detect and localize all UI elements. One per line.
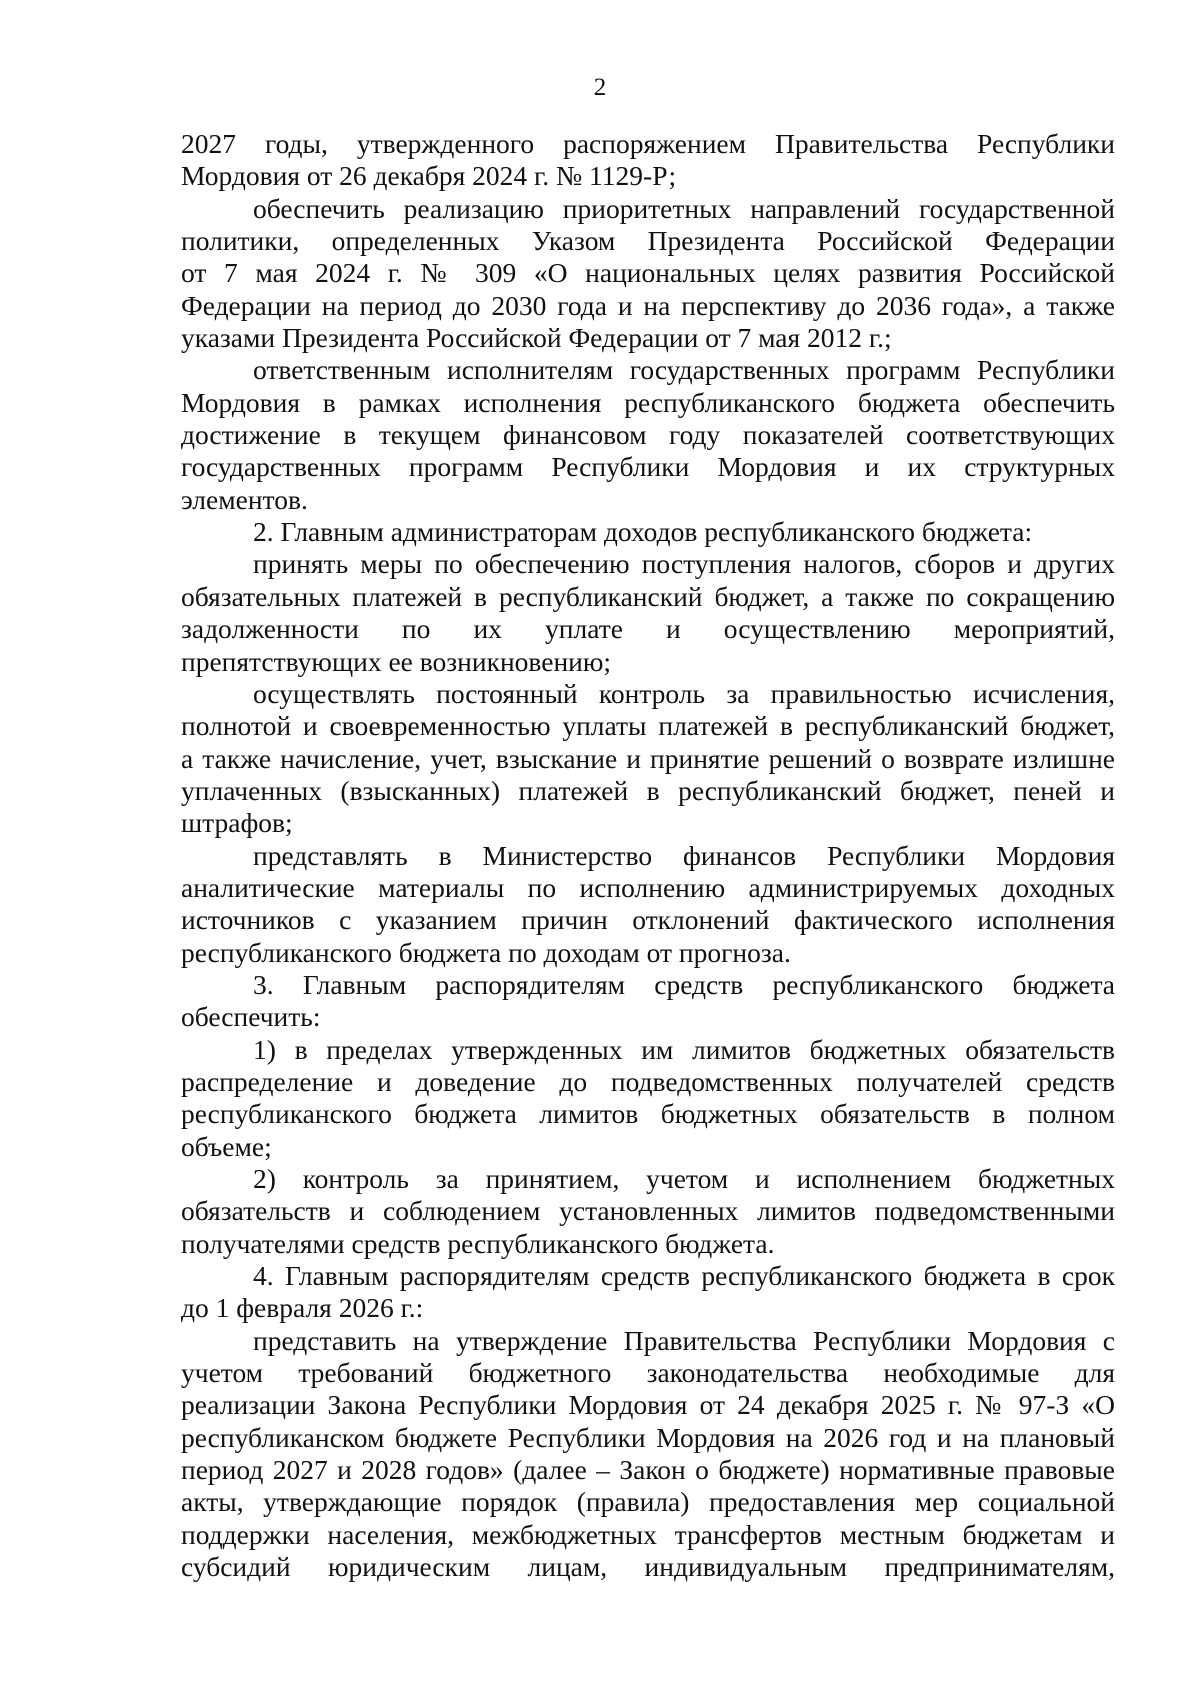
text-line: препятствующих ее возникновению; [181,645,612,677]
text-line: 2) контроль за принятием, учетом и исполнением бюджетных [253,1163,1115,1194]
text-line: период 2027 и 2028 годов» (далее – Закон о бюджете) нормативные правовые [181,1454,1115,1486]
text-line: политики, определенных Указом Президента Российской Федерации [181,225,1115,257]
text-line: распределение и доведение до подведомственных получателей средств [181,1065,1115,1097]
text-line: указами Президента Российской Федерации от 7 мая 2012 г.; [181,322,892,354]
text-line: 3. Главным распорядителям средств республиканского бюджета [253,968,1115,1000]
text-line: штрафов; [181,807,293,839]
text-line: источников с указанием причин отклонений фактического исполнения [181,904,1115,936]
text-line: обязательств и соблюдением установленных лимитов подведомственными [181,1195,1115,1227]
text-line: уплаченных (взысканных) платежей в республиканский бюджет, пеней и [181,774,1115,806]
text-line: Федерации на период до 2030 года и на перспективу до 2036 года», а также [181,289,1115,321]
text-line: республиканского бюджета по доходам от прогноза. [181,936,791,968]
page-number: 2 [593,74,607,101]
text-line: 2027 годы, утвержденного распоряжением Правительства Республики [181,128,1115,159]
text-line: до 1 февраля 2026 г.: [181,1292,424,1324]
text-line: акты, утверждающие порядок (правила) предоставления мер социальной [181,1486,1115,1518]
text-line: достижение в текущем финансовом году показателей соответствующих [181,419,1115,451]
text-line: аналитические материалы по исполнению администрируемых доходных [181,871,1115,903]
text-line: 4. Главным распорядителям средств республиканского бюджета в срок [253,1260,1115,1292]
text-line: элементов. [181,483,308,515]
text-line: обеспечить: [181,1001,321,1033]
text-line: республиканском бюджете Республики Мордовия на 2026 год и на плановый [181,1421,1115,1453]
text-line: 2. Главным администраторам доходов республиканского бюджета: [253,516,1033,548]
text-line: от 7 мая 2024 г. № 309 «О национальных целях развития Российской [181,257,1115,289]
text-line: принять меры по обеспечению поступления налогов, сборов и других [253,548,1115,580]
text-line: объеме; [181,1130,272,1162]
text-line: поддержки населения, межбюджетных трансфертов местным бюджетам и [181,1518,1115,1550]
text-line: Мордовия в рамках исполнения республиканского бюджета обеспечить [181,386,1115,418]
text-line: обеспечить реализацию приоритетных направлений государственной [253,192,1115,224]
text-line: 1) в пределах утвержденных им лимитов бюджетных обязательств [253,1033,1115,1065]
text-line: обязательных платежей в республиканский бюджет, а также по сокращению [181,580,1115,612]
text-line: полнотой и своевременностью уплаты платежей в республиканский бюджет, [181,710,1115,742]
text-line: получателями средств республиканского бюджета. [181,1227,775,1259]
text-line: осуществлять постоянный контроль за правильностью исчисления, [253,677,1115,709]
text-line: субсидий юридическим лицам, индивидуальным предпринимателям, [181,1551,1115,1583]
text-line: ответственным исполнителям государственных программ Республики [253,354,1115,386]
text-line: представлять в Министерство финансов Республики Мордовия [253,839,1115,871]
text-line: государственных программ Республики Мордовия и их структурных [181,451,1115,483]
text-line: задолженности по их уплате и осуществлению мероприятий, [181,613,1115,645]
text-line: Мордовия от 26 декабря 2024 г. № 1129-Р; [181,160,677,192]
text-line: реализации Закона Республики Мордовия от 24 декабря 2025 г. № 97-З «О [181,1389,1115,1421]
document-body [181,128,1115,1583]
text-line: республиканского бюджета лимитов бюджетных обязательств в полном [181,1098,1115,1130]
text-line: а также начисление, учет, взыскание и принятие решений о возврате излишне [181,742,1115,774]
text-line: представить на утверждение Правительства Республики Мордовия с [253,1324,1115,1356]
text-line: учетом требований бюджетного законодательства необходимые для [181,1357,1115,1389]
